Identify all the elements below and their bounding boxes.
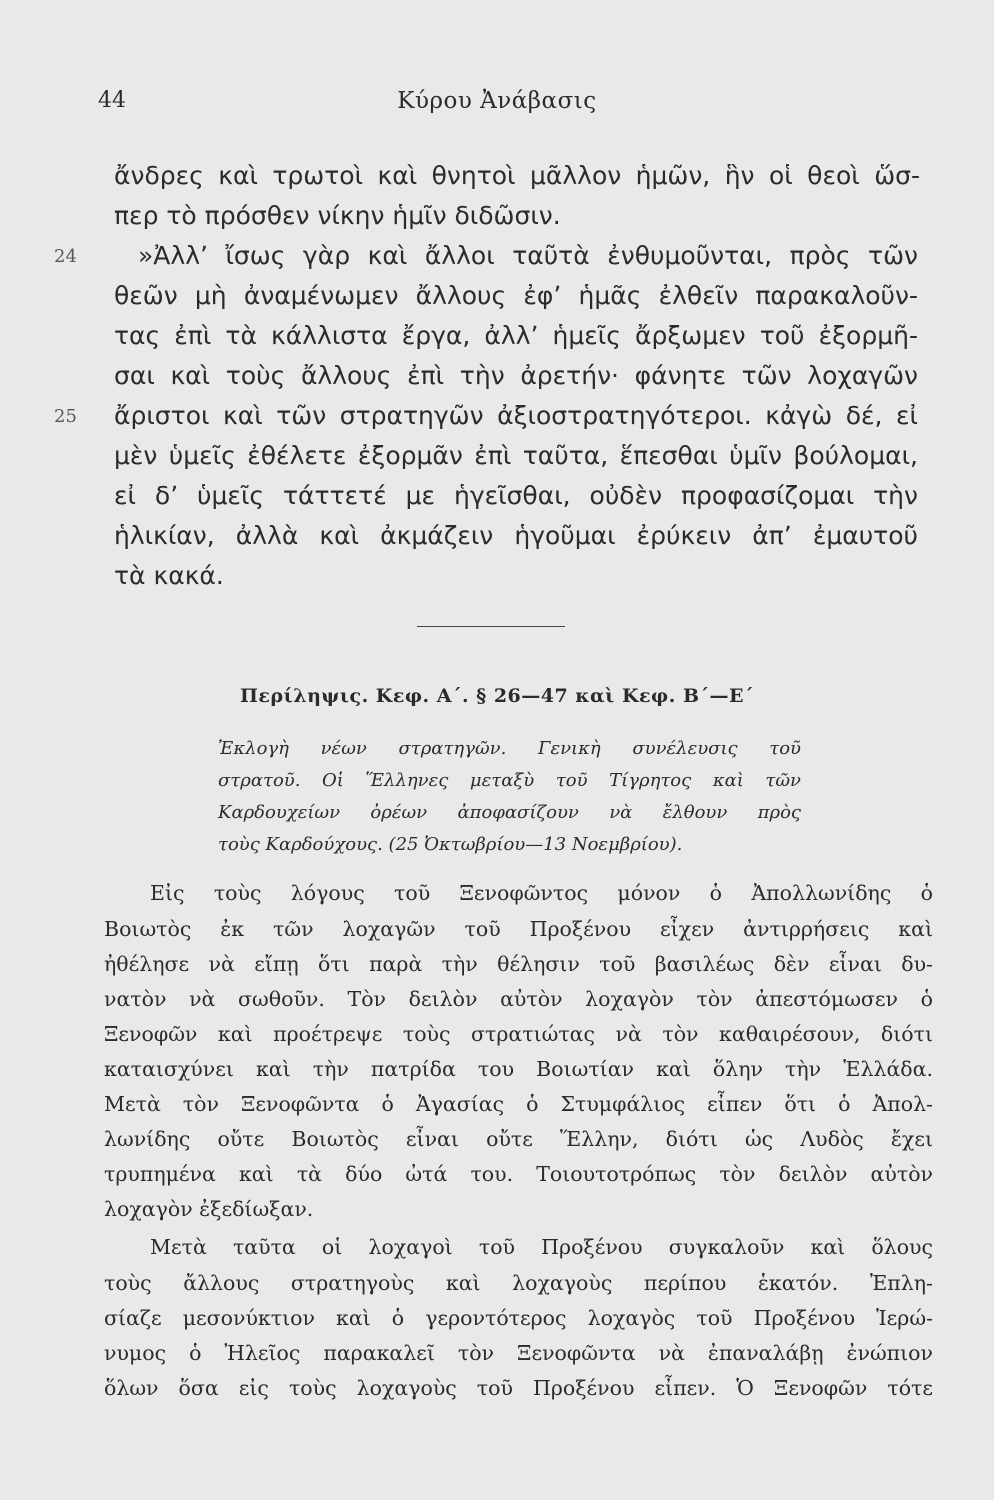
paragraph-line: ἠθέλησε νὰ εἴπῃ ὅτι παρὰ τὴν θέλησιν τοῦ βασιλέως δὲν εἶναι δυ- (104, 952, 933, 976)
paragraph-line: σίαζε μεσονύκτιον καὶ ὁ γεροντότερος λοχαγὸς τοῦ Προξένου Ἱερώ- (104, 1306, 933, 1330)
paragraph-line: ὅλων ὅσα εἰς τοὺς λοχαγοὺς τοῦ Προξένου εἶπεν. Ὁ Ξενοφῶν τότε (104, 1376, 933, 1400)
summary-line: στρατοῦ. Οἱ Ἕλληνες μεταξὺ τοῦ Τίγρητος καὶ τῶν (218, 770, 801, 791)
paragraph-line: Βοιωτὸς ἐκ τῶν λοχαγῶν τοῦ Προξένου εἶχεν ἀντιρρήσεις καὶ (104, 917, 933, 941)
summary-heading: Περίληψις. Κεφ. Α΄. § 26—47 καὶ Κεφ. Β΄—Ε΄ (239, 685, 755, 707)
greek-line: ἡλικίαν, ἀλλὰ καὶ ἀκμάζειν ἡγοῦμαι ἐρύκειν ἀπʼ ἐμαυτοῦ (114, 521, 918, 550)
greek-line: σαι καὶ τοὺς ἄλλους ἐπὶ τὴν ἀρετήν· φάνητε τῶν λοχαγῶν (114, 361, 918, 390)
greek-line: θεῶν μὴ ἀναμένωμεν ἄλλους ἐφʼ ἡμᾶς ἐλθεῖν παρακαλοῦν- (114, 281, 918, 310)
greek-line: τὰ κακά. (114, 561, 224, 590)
running-title: Κύρου Ἀνάβασις (397, 88, 597, 114)
section-divider (417, 626, 565, 627)
paragraph-line: νατὸν νὰ σωθοῦν. Τὸν δειλὸν αὐτὸν λοχαγὸν τὸν ἀπεστόμωσεν ὁ (104, 987, 933, 1011)
greek-line: περ τὸ πρόσθεν νίκην ἡμῖν διδῶσιν. (114, 201, 561, 230)
paragraph-line: Μετὰ τὸν Ξενοφῶντα ὁ Ἀγασίας ὁ Στυμφάλιος εἶπεν ὅτι ὁ Ἀπολ- (104, 1092, 933, 1116)
greek-line: τας ἐπὶ τὰ κάλλιστα ἔργα, ἀλλʼ ἡμεῖς ἄρξωμεν τοῦ ἐξορμῆ- (114, 321, 918, 350)
paragraph-line: καταισχύνει καὶ τὴν πατρίδα του Βοιωτίαν καὶ ὅλην τὴν Ἑλλάδα. (104, 1057, 933, 1081)
greek-line: ἄνδρες καὶ τρωτοὶ καὶ θνητοὶ μᾶλλον ἡμῶν, ἣν οἱ θεοὶ ὥσ- (114, 161, 920, 190)
greek-line: ἄριστοι καὶ τῶν στρατηγῶν ἀξιοστρατηγότεροι. κἀγὼ δέ, εἰ (114, 401, 918, 430)
summary-line: Καρδουχείων ὀρέων ἀποφασίζουν νὰ ἔλθουν πρὸς (218, 802, 801, 823)
paragraph-line: λωνίδης οὔτε Βοιωτὸς εἶναι οὔτε Ἕλλην, διότι ὡς Λυδὸς ἔχει (104, 1127, 933, 1151)
paragraph-line: τοὺς ἄλλους στρατηγοὺς καὶ λοχαγοὺς περίπου ἑκατόν. Ἐπλη- (104, 1271, 933, 1295)
paragraph-line: λοχαγὸν ἐξεδίωξαν. (104, 1197, 314, 1221)
paragraph-line: τρυπημένα καὶ τὰ δύο ὠτά του. Τοιουτοτρόπως τὸν δειλὸν αὐτὸν (104, 1162, 933, 1186)
verse-number: 25 (54, 406, 77, 427)
paragraph-line: Εἰς τοὺς λόγους τοῦ Ξενοφῶντος μόνον ὁ Ἀπολλωνίδης ὁ (150, 881, 933, 905)
summary-line: τοὺς Καρδούχους. (25 Ὀκτωβρίου—13 Νοεμβρίου). (218, 834, 683, 855)
greek-line: μὲν ὑμεῖς ἐθέλετε ἐξορμᾶν ἐπὶ ταῦτα, ἕπεσθαι ὑμῖν βούλομαι, (114, 441, 918, 470)
paragraph-line: Ξενοφῶν καὶ προέτρεψε τοὺς στρατιώτας νὰ τὸν καθαιρέσουν, διότι (104, 1022, 933, 1046)
greek-line: »Ἀλλʼ ἴσως γὰρ καὶ ἄλλοι ταῦτὰ ἐνθυμοῦνται, πρὸς τῶν (138, 241, 918, 270)
verse-number: 24 (54, 246, 77, 267)
paragraph-line: νυμος ὁ Ἠλεῖος παρακαλεῖ τὸν Ξενοφῶντα νὰ ἐπαναλάβῃ ἐνώπιον (104, 1341, 933, 1365)
page-header (0, 88, 994, 128)
paragraph-line: Μετὰ ταῦτα οἱ λοχαγοὶ τοῦ Προξένου συγκαλοῦν καὶ ὅλους (150, 1235, 933, 1259)
greek-line: εἰ δʼ ὑμεῖς τάττετέ με ἡγεῖσθαι, οὐδὲν προφασίζομαι τὴν (114, 481, 918, 510)
page-number: 44 (98, 88, 126, 113)
summary-line: Ἐκλογὴ νέων στρατηγῶν. Γενικὴ συνέλευσις τοῦ (218, 738, 801, 759)
